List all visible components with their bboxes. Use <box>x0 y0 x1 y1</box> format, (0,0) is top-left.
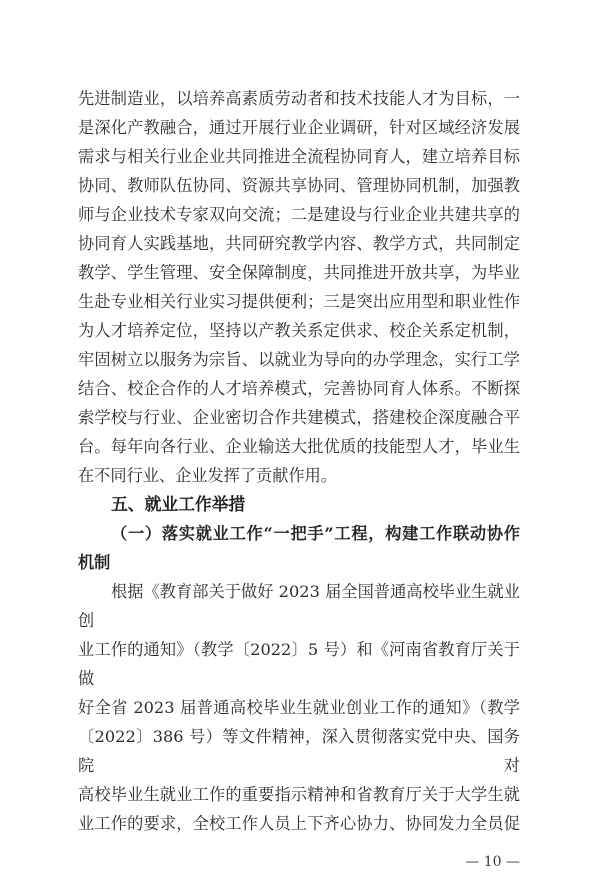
text-line: 索学校与行业、企业密切合作共建模式，搭建校企深度融合平 <box>78 408 520 427</box>
page-number: — 10 — <box>465 854 520 870</box>
text-line: 师与企业技术专家双向交流；二是建设与行业企业共建共享的 <box>78 205 520 224</box>
text-line: 业工作的要求，全校工作人员上下齐心协力、协同发力全员促 <box>78 814 520 833</box>
text-line: 业工作的通知》（教学〔2022〕5 号）和《河南省教育厅关于做 <box>78 640 520 688</box>
text-line: 为人才培养定位，坚持以产教关系定供求、校企关系定机制， <box>78 321 520 340</box>
text-line: 需求与相关行业企业共同推进全流程协同育人，建立培养目标 <box>78 147 520 166</box>
text-line: 〔2022〕386 号）等文件精神，深入贯彻落实党中央、国务院对 <box>78 727 520 775</box>
text-line: 台。每年向各行业、企业输送大批优质的技能型人才，毕业生 <box>78 437 520 456</box>
page-footer <box>78 849 520 875</box>
text-line: 先进制造业，以培养高素质劳动者和技术技能人才为目标，一 <box>78 89 520 108</box>
subsection-heading <box>78 519 520 577</box>
text-line: 协同、教师队伍协同、资源共享协同、管理协同机制，加强教 <box>78 176 520 195</box>
text-line: 根据《教育部关于做好 2023 届全国普通高校毕业生就业创 <box>78 582 520 630</box>
text-line: 牢固树立以服务为宗旨、以就业为导向的办学理念，实行工学 <box>78 350 520 369</box>
text-line: 结合、校企合作的人才培养模式，完善协同育人体系。不断探 <box>78 379 520 398</box>
text-line: 是深化产教融合，通过开展行业企业调研，针对区域经济发展 <box>78 118 520 137</box>
text-line: 高校毕业生就业工作的重要指示精神和省教育厅关于大学生就 <box>78 785 520 804</box>
text-line: 机制 <box>78 553 111 572</box>
text-line: 教学、学生管理、安全保障制度，共同推进开放共享，为毕业 <box>78 263 520 282</box>
text-line: （一）落实就业工作“一把手”工程，构建工作联动协作 <box>111 524 520 543</box>
text-line: 好全省 2023 届普通高校毕业生就业创业工作的通知》（教学 <box>78 698 520 717</box>
continuation-paragraph <box>78 84 520 490</box>
section-heading: 五、就业工作举措 <box>111 494 246 514</box>
text-line: 协同育人实践基地，共同研究教学内容、教学方式，共同制定 <box>78 234 520 253</box>
text-line: 在不同行业、企业发挥了贡献作用。 <box>78 466 337 485</box>
policy-paragraph <box>78 577 520 838</box>
text-line: 生赴专业相关行业实习提供便利；三是突出应用型和职业性作 <box>78 292 520 311</box>
